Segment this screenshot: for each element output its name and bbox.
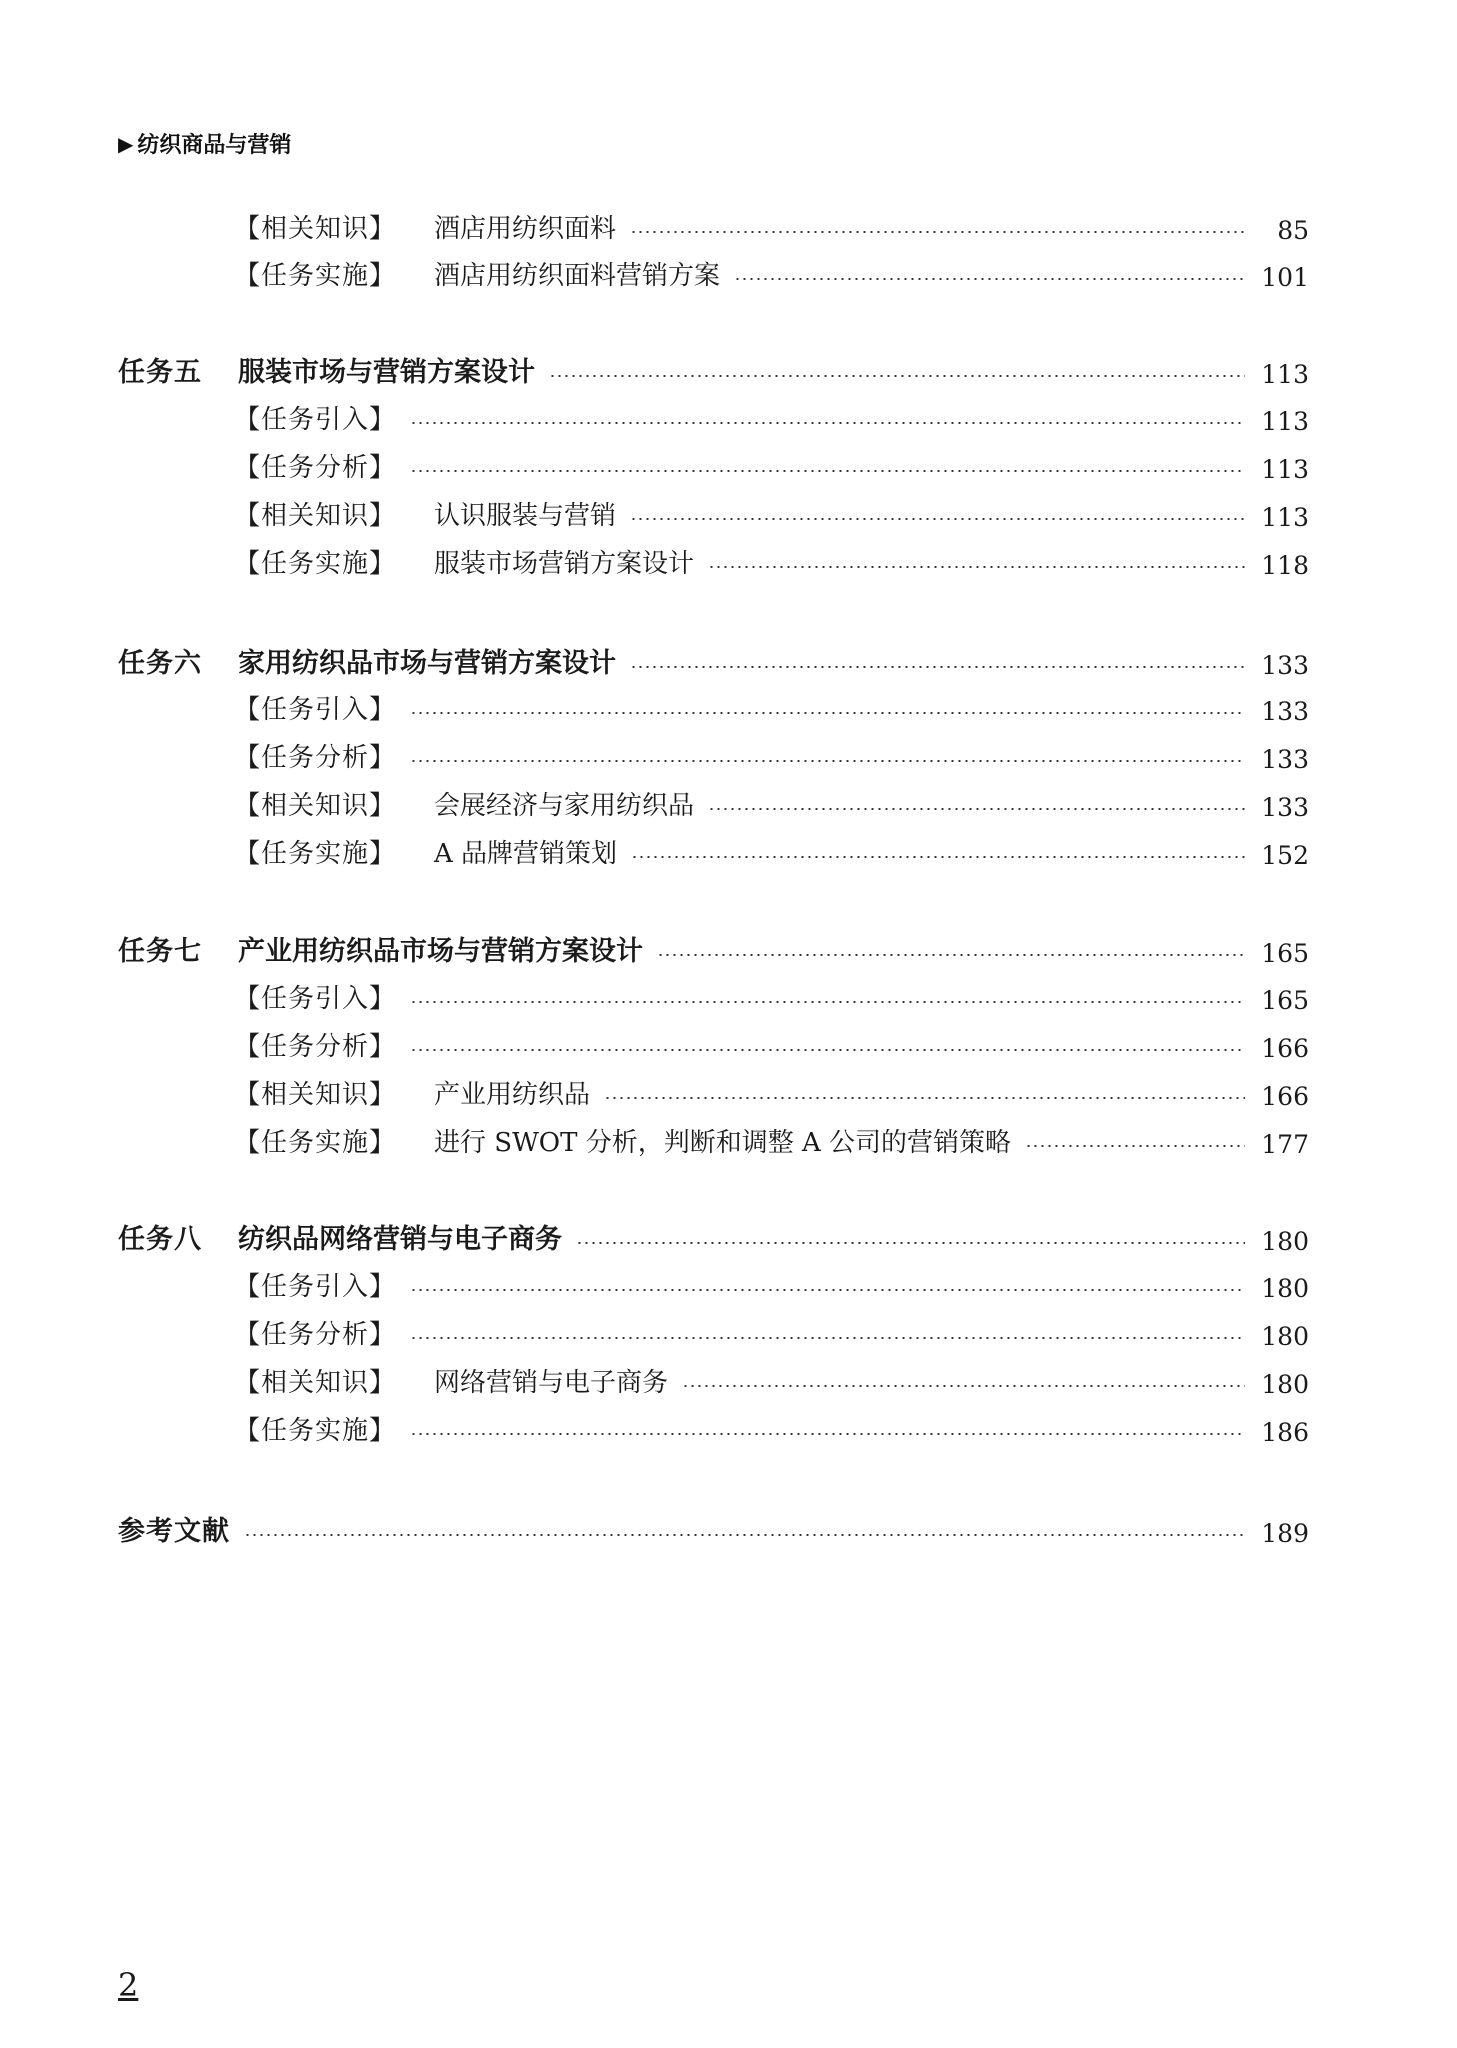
toc-page-number: 152 — [1261, 841, 1309, 870]
toc-page-number: 180 — [1261, 1274, 1309, 1303]
chapter-label: 任务六 — [118, 648, 202, 679]
triangle-marker-icon: ▶ — [118, 131, 134, 156]
chapter-label: 任务五 — [118, 357, 202, 388]
toc-entry-title: 酒店用纺织面料营销方案 — [434, 261, 721, 291]
toc-entry[interactable] — [0, 1216, 1457, 1256]
running-header-title: 纺织商品与营销 — [137, 133, 292, 158]
toc-entry-category: 【相关知识】 — [234, 501, 397, 531]
toc-entry-category: 【相关知识】 — [234, 791, 397, 821]
toc-entry-category: 【任务分析】 — [234, 743, 397, 773]
chapter-label: 任务七 — [118, 936, 202, 967]
dot-leader — [630, 231, 1245, 233]
toc-entry-category: 【相关知识】 — [234, 1080, 397, 1110]
toc-page-number: 166 — [1261, 1082, 1309, 1111]
toc-entry[interactable] — [0, 1023, 1457, 1063]
toc-entry[interactable] — [0, 734, 1457, 774]
dot-leader — [631, 856, 1245, 858]
dot-leader — [410, 712, 1245, 714]
toc-page-number: 113 — [1261, 360, 1309, 389]
toc-page-number: 180 — [1261, 1227, 1309, 1256]
toc-entry[interactable] — [0, 975, 1457, 1015]
toc-entry-category: 【任务实施】 — [234, 549, 397, 579]
chapter-title: 服装市场与营销方案设计 — [238, 357, 535, 388]
dot-leader — [576, 1242, 1245, 1244]
toc-entry[interactable] — [0, 1407, 1457, 1447]
toc-entry[interactable] — [0, 640, 1457, 680]
toc-entry-category: 【任务引入】 — [234, 984, 397, 1014]
toc-entry[interactable] — [0, 686, 1457, 726]
toc-entry[interactable] — [0, 396, 1457, 436]
toc-page-number: 189 — [1261, 1519, 1309, 1548]
dot-leader — [410, 1433, 1245, 1435]
toc-page-number: 180 — [1261, 1322, 1309, 1351]
chapter-label: 任务八 — [118, 1224, 202, 1255]
toc-entry[interactable] — [0, 252, 1457, 292]
toc-entry-title: 酒店用纺织面料 — [434, 214, 617, 244]
toc-page-number: 180 — [1261, 1370, 1309, 1399]
toc-entry-category: 【任务引入】 — [234, 1272, 397, 1302]
toc-entry[interactable] — [0, 928, 1457, 968]
toc-page-number: 133 — [1261, 697, 1309, 726]
toc-entry-title: 会展经济与家用纺织品 — [434, 791, 695, 821]
toc-entry-category: 【任务实施】 — [234, 261, 397, 291]
toc-entry-title: 服装市场营销方案设计 — [434, 549, 695, 579]
toc-entry-title: 产业用纺织品 — [434, 1080, 591, 1110]
dot-leader — [410, 422, 1245, 424]
toc-entry[interactable] — [0, 540, 1457, 580]
toc-entry-category: 【任务实施】 — [234, 839, 397, 869]
dot-leader — [549, 375, 1245, 377]
toc-entry-category: 【任务实施】 — [234, 1416, 397, 1446]
toc-page-number: 165 — [1261, 939, 1309, 968]
toc-page-number: 166 — [1261, 1034, 1309, 1063]
toc-entry-title: 认识服装与营销 — [434, 501, 617, 531]
toc-page-number: 113 — [1261, 455, 1309, 484]
toc-entry-title: 网络营销与电子商务 — [434, 1368, 669, 1398]
toc-entry[interactable] — [0, 1263, 1457, 1303]
references-label: 参考文献 — [118, 1516, 230, 1547]
dot-leader — [734, 278, 1245, 280]
toc-page-number: 133 — [1261, 745, 1309, 774]
toc-entry-category: 【任务引入】 — [234, 695, 397, 725]
toc-page-number: 177 — [1261, 1130, 1309, 1159]
dot-leader — [410, 1289, 1245, 1291]
toc-page-number: 101 — [1261, 263, 1309, 292]
toc-entry-category: 【任务分析】 — [234, 1320, 397, 1350]
page-number: 2 — [118, 1966, 139, 2004]
running-header — [118, 128, 291, 159]
toc-page-number: 133 — [1261, 651, 1309, 680]
toc-entry-category: 【任务实施】 — [234, 1128, 397, 1158]
toc-entry[interactable] — [0, 444, 1457, 484]
dot-leader — [604, 1097, 1245, 1099]
toc-page-number: 85 — [1277, 216, 1309, 245]
dot-leader — [410, 760, 1245, 762]
toc-entry[interactable] — [0, 1359, 1457, 1399]
toc-entry-category: 【任务引入】 — [234, 405, 397, 435]
toc-entry[interactable] — [0, 782, 1457, 822]
toc-entry[interactable] — [0, 1311, 1457, 1351]
dot-leader — [1025, 1145, 1245, 1147]
toc-page-number: 113 — [1261, 503, 1309, 532]
toc-entry-category: 【相关知识】 — [234, 214, 397, 244]
chapter-title: 家用纺织品市场与营销方案设计 — [238, 648, 616, 679]
dot-leader — [708, 808, 1245, 810]
toc-entry-category: 【任务分析】 — [234, 453, 397, 483]
dot-leader — [410, 470, 1245, 472]
dot-leader — [410, 1049, 1245, 1051]
toc-page-number: 133 — [1261, 793, 1309, 822]
dot-leader — [630, 666, 1245, 668]
dot-leader — [244, 1534, 1245, 1536]
toc-page-number: 118 — [1261, 551, 1309, 580]
toc-entry[interactable] — [0, 1119, 1457, 1159]
toc-entry[interactable] — [0, 830, 1457, 870]
dot-leader — [682, 1385, 1245, 1387]
toc-entry[interactable] — [0, 205, 1457, 245]
dot-leader — [708, 566, 1245, 568]
dot-leader — [657, 954, 1245, 956]
toc-entry[interactable] — [0, 349, 1457, 389]
toc-entry-title: A 品牌营销策划 — [434, 839, 618, 869]
dot-leader — [410, 1337, 1245, 1339]
toc-page-number: 186 — [1261, 1418, 1309, 1447]
chapter-title: 纺织品网络营销与电子商务 — [238, 1224, 562, 1255]
toc-entry[interactable] — [0, 1071, 1457, 1111]
dot-leader — [630, 518, 1245, 520]
dot-leader — [410, 1001, 1245, 1003]
toc-entry-title: 进行 SWOT 分析，判断和调整 A 公司的营销策略 — [434, 1128, 1012, 1158]
toc-page-number: 165 — [1261, 986, 1309, 1015]
toc-entry[interactable] — [0, 1508, 1457, 1548]
toc-entry[interactable] — [0, 492, 1457, 532]
toc-entry-category: 【相关知识】 — [234, 1368, 397, 1398]
toc-entry-category: 【任务分析】 — [234, 1032, 397, 1062]
toc-page-number: 113 — [1261, 407, 1309, 436]
chapter-title: 产业用纺织品市场与营销方案设计 — [238, 936, 643, 967]
